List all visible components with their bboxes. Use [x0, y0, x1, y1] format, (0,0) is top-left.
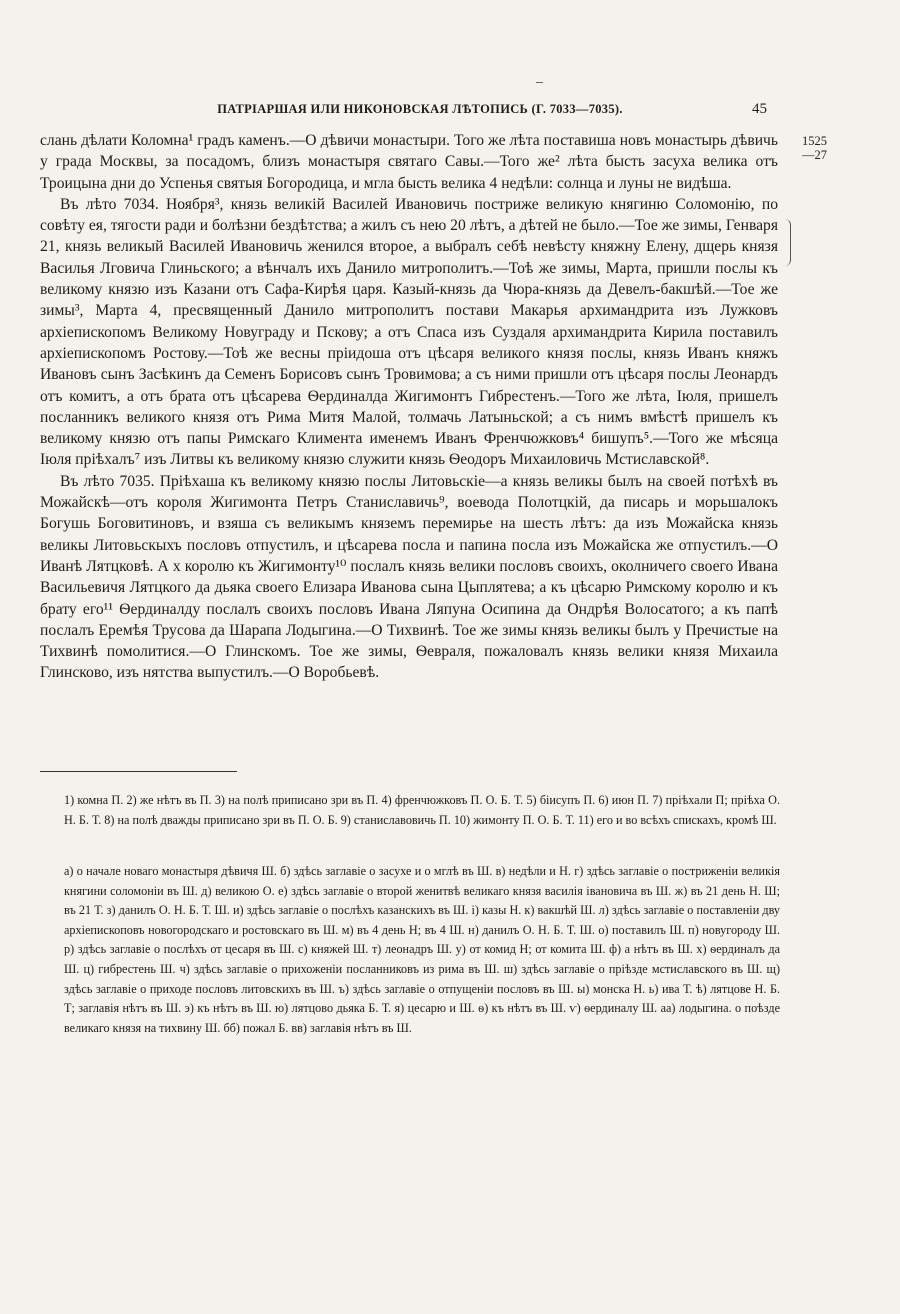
- margin-year-start: 1525: [802, 134, 827, 148]
- footnote-rule: [40, 771, 237, 772]
- margin-bracket: [784, 219, 791, 266]
- paragraph-2: Въ лѣто 7034. Ноября³, князь великій Василей Ивановичь постриже великую княгиню Соломонію, по совѣту ея, тягости ради и болѣзни бездѣтства; а жилъ съ нею 20 лѣтъ, а дѣтей не было.—Тое же зимы, Генваря 21, князь великый Василей Ивановичь женился второе, а выбралъ себѣ невѣсту княжну Елену, дщерь князя Василья Лговича Глиньского; а вѣнчалъ ихъ Данило митрополитъ.—Тоѣ же зимы, Марта, пришли послы къ великому князю изъ Казани отъ Сафа-Кирѣя царя. Казый-князь да Чюра-князь да Девелъ-бакшѣй.—Тое же зимы³, Марта 4, пресвященный Данило митрополитъ постави Макарья архимандрита изъ Лужковъ архіепископомъ Великому Новуграду и Пскову; а отъ Спаса изъ Суздаля архимандрита Кирила поставилъ архіепископомъ Ростову.—Тоѣ же весны пріидоша отъ цѣсаря великого князя послы, князь Иванъ княжъ Ивановъ сынъ Засѣкинъ да Семенъ Борисовъ сынъ Тровимова; а съ ними пришли отъ цѣсаря послы Леонардъ отъ комитъ, а отъ брата отъ цѣсарева Ѳердиналда Жигимонтъ Гибрестенъ.—Того же лѣта, Іюля, пришелъ посланникъ великого князя отъ Рима Митя Малой, толмачь Латыньской; а съ нимъ вмѣстѣ пришелъ къ великому князю отъ папы Римскаго Климента именемъ Иванъ Френчюжковъ⁴ бишупъ⁵.—Того же мѣсяца Іюля пріѣхалъ⁷ изъ Литвы къ великому князю служити князь Ѳеодоръ Михаиловичь Мстиславской⁸.: [40, 195, 778, 469]
- margin-year: [781, 134, 827, 162]
- margin-year-range: —27: [802, 148, 827, 162]
- top-dash: [536, 82, 543, 83]
- lettered-footnotes: [64, 862, 780, 1038]
- numbered-footnotes: [64, 791, 780, 830]
- main-text: [40, 130, 778, 684]
- paragraph-3: Въ лѣто 7035. Пріѣхаша къ великому князю послы Литовьскіе—а князь великы былъ на своей потѣхѣ въ Можайскѣ—отъ короля Жигимонта Петръ Станиславичь⁹, воевода Полотцкій, да писарь и морьшалокъ Богушь Боговитиновъ, и взяша съ великымъ княземъ перемирье на шесть лѣтъ: да изъ Можайска князь великы Литовьскыхъ пословъ отпустилъ, и цѣсарева посла и папина посла изъ Можайска же отпустилъ.—О Иванѣ Лятцковѣ. А х королю къ Жигимонту¹⁰ послалъ князь велики пословъ своихъ, околничего своего Ивана Васильевичя Лятцкого да дьяка своего Елизара Иванова сына Цыплятева; а къ цѣсарю Римскому королю и къ брату его¹¹ Ѳердиналду послалъ своихъ пословъ Ивана Ляпуна Осипина да Ондрѣя Волосатого; а къ папѣ послалъ Еремѣя Трусова да Шарапа Лодыгина.—О Тихвинѣ. Тое же зимы князь великы былъ у Пречистые на Тихвинѣ помолитися.—О Глинскомъ. Тое же зимы, Ѳевраля, пожаловалъ князь велики князя Михаила Глинсково, изъ нятства выпустилъ.—О Воробьевѣ.: [40, 472, 778, 682]
- lettered-footnotes-text: а) о начале новаго монастыря дѣвичя Ш. б) здѣсь заглавіе о засухе и о мглѣ въ Ш. в) недѣли и Н. г) здѣсь заглавіе о постриженіи великія княгини соломоніи въ Ш. д) великою О. е) здѣсь заглавіе о второй женитвѣ великаго князя василія івановича въ Ш. ж) въ 21 день Н. Ш; въ 21 Т. з) данилъ О. Н. Б. Т. Ш. и) здѣсь заглавіе о послѣхъ казанскихъ въ Ш. і) казы Н. к) вакшѣй Ш. л) здѣсь заглавіе о поставленіи дву архіепископовъ новогородскаго и ростовскаго въ Ш. м) въ 4 день Н; въ 4 Ш. н) данилъ О. Н. Б. Т. Ш. о) поставилъ Ш. п) новугороду Ш. р) здѣсь заглавіе о послѣхъ от цесаря въ Ш. с) княжей Ш. т) леонадръ Ш. у) от комид Н; от комита Ш. ф) а нѣтъ въ Ш. х) ѳердиналъ да Ш. ц) гибрестень Ш. ч) здѣсь заглавіе о прихоженіи посланниковъ из рима въ Ш. ш) здѣсь заглавіе о пріѣзде мстиславского въ Ш. щ) здѣсь заглавіе о приходе пословъ литовскихъ въ Ш. ъ) здѣсь заглавіе о отпущеніи пословъ въ Ш. ы) монска Н. ь) ива Т. ѣ) лятцове Н. Б. Т; заглавія нѣтъ въ Ш. э) къ нѣтъ въ Ш. ю) лятцово дьяка Б. Т. я) цесарю и Ш. ѳ) къ нѣтъ въ Ш. ѵ) ѳердиналу Ш. аа) лодыгина. о поѣзде великаго князя на тихвину Ш. бб) пожал Б. вв) заглавія нѣтъ въ Ш.: [64, 864, 780, 1035]
- paragraph-1: слань дѣлати Коломна¹ градъ каменъ.—О дѣвичи монастыри. Того же лѣта поставиша новъ монастырь дѣвичь у града Москвы, за посадомъ, близъ монастыря святаго Савы.—Того же² лѣта бысть засуха велика отъ Троицына дни до Успенья святыя Богородица, и мгла бысть велика 4 недѣли: солнца и луны не видѣша.: [40, 132, 778, 192]
- running-head: ПАТРІАРШАЯ ИЛИ НИКОНОВСКАЯ ЛѢТОПИСЬ (Г. 7033—7035).: [217, 102, 623, 116]
- numbered-footnotes-text: 1) комна П. 2) же нѣтъ въ П. 3) на полѣ приписано зри въ П. 4) френчюжковъ П. О. Б. Т. 5) біисупъ П. 6) июн П. 7) пріѣхали П; пріѣха О. Н. Б. Т. 8) на полѣ дважды приписано зри въ П. О. Б. 9) станиславовичь П. 10) жимонту П. О. Б. Т. 11) его и во всѣхъ спискахъ, кромѣ Ш.: [64, 793, 780, 827]
- page-number: 45: [752, 101, 767, 117]
